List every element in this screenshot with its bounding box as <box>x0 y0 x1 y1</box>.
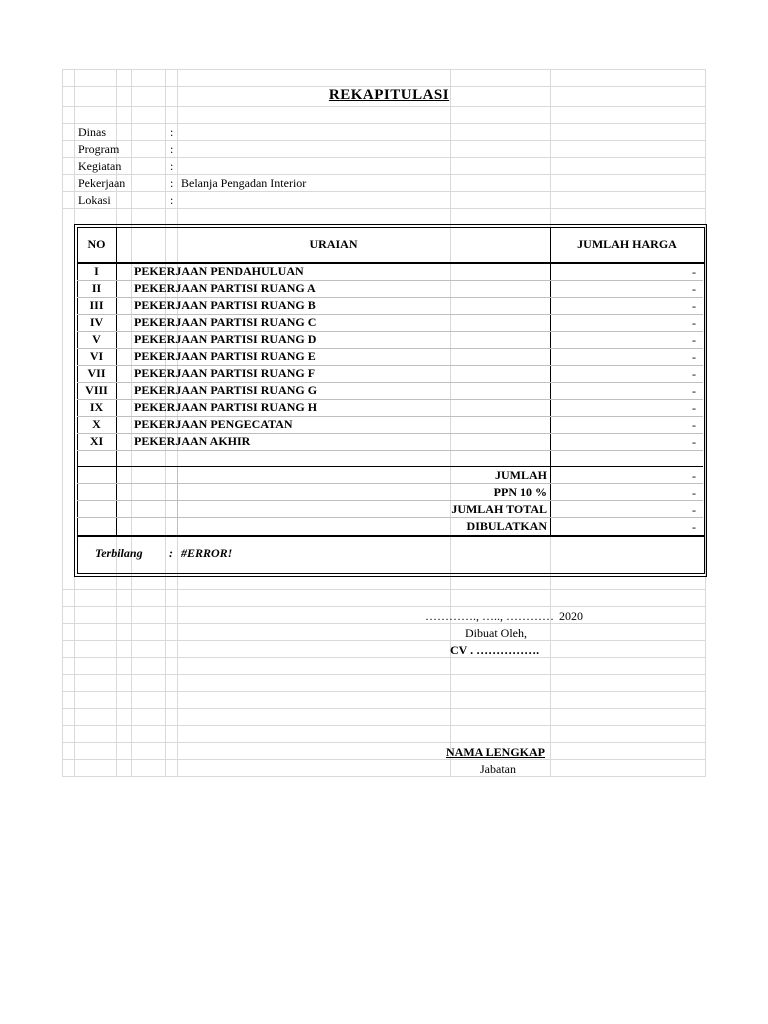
table-row-uraian: PEKERJAAN PARTISI RUANG E <box>134 349 316 363</box>
table-row-no: IX <box>89 400 104 414</box>
table-row-uraian: PEKERJAAN PARTISI RUANG C <box>134 315 317 329</box>
table-row-no: VIII <box>85 383 108 397</box>
table-row-no: VI <box>89 349 104 363</box>
info-label-pekerjaan: Pekerjaan <box>78 176 126 190</box>
info-label-program: Program <box>78 142 120 156</box>
summary-dibulatkan-label: DIBULATKAN <box>466 519 547 533</box>
terbilang-label: Terbilang <box>95 546 143 560</box>
table-row-uraian: PEKERJAAN PENGECATAN <box>134 417 293 431</box>
signature-company: CV . ……………. <box>450 643 540 657</box>
table-row-no: V <box>92 332 101 346</box>
signature-position: Jabatan <box>480 762 516 776</box>
table-row-uraian: PEKERJAAN PARTISI RUANG F <box>134 366 316 380</box>
info-sep-lokasi: : <box>170 193 174 207</box>
info-sep-program: : <box>170 142 174 156</box>
table-row-jumlah: - <box>692 333 696 347</box>
table-row-jumlah: - <box>692 282 696 296</box>
summary-ppn-label: PPN 10 % <box>493 485 547 499</box>
info-sep-pekerjaan: : <box>170 176 174 190</box>
table-row-jumlah: - <box>692 435 696 449</box>
signature-year: 2020 <box>559 609 583 623</box>
table-row-uraian: PEKERJAAN PARTISI RUANG G <box>134 383 318 397</box>
table-row-no: X <box>92 417 101 431</box>
summary-ppn-value: - <box>692 486 696 500</box>
table-row-no: IV <box>89 315 104 329</box>
table-row-no: II <box>91 281 102 295</box>
signature-made-by: Dibuat Oleh, <box>465 626 527 640</box>
table-row-uraian: PEKERJAAN PARTISI RUANG D <box>134 332 317 346</box>
table-row-uraian: PEKERJAAN PARTISI RUANG H <box>134 400 318 414</box>
terbilang-value: #ERROR! <box>181 546 233 560</box>
signature-name: NAMA LENGKAP <box>446 745 545 759</box>
table-row-jumlah: - <box>692 418 696 432</box>
info-sep-dinas: : <box>170 125 174 139</box>
summary-total-value: - <box>692 503 696 517</box>
table-row-jumlah: - <box>692 265 696 279</box>
info-label-dinas: Dinas <box>78 125 106 139</box>
summary-dibulatkan-value: - <box>692 520 696 534</box>
table-row-uraian: PEKERJAAN PARTISI RUANG A <box>134 281 316 295</box>
signature-date-dots: …………., ….., ………… <box>425 609 554 623</box>
info-sep-kegiatan: : <box>170 159 174 173</box>
table-row-jumlah: - <box>692 384 696 398</box>
header-jumlah-harga: JUMLAH HARGA <box>577 237 677 251</box>
table-row-uraian: PEKERJAAN PARTISI RUANG B <box>134 298 316 312</box>
table-row-no: III <box>89 298 104 312</box>
info-value-pekerjaan: Belanja Pengadan Interior <box>181 176 307 190</box>
table-row-uraian: PEKERJAAN AKHIR <box>134 434 251 448</box>
terbilang-sep: : <box>169 546 173 560</box>
page-title: REKAPITULASI <box>328 87 450 103</box>
table-row-no: VII <box>87 366 106 380</box>
header-uraian: URAIAN <box>309 237 358 251</box>
table-row-uraian: PEKERJAAN PENDAHULUAN <box>134 264 304 278</box>
summary-jumlah-label: JUMLAH <box>495 468 547 482</box>
summary-total-label: JUMLAH TOTAL <box>451 502 547 516</box>
info-label-lokasi: Lokasi <box>78 193 111 207</box>
table-row-jumlah: - <box>692 299 696 313</box>
table-row-no: XI <box>89 434 104 448</box>
header-no: NO <box>87 237 106 251</box>
table-row-jumlah: - <box>692 350 696 364</box>
table-row-jumlah: - <box>692 367 696 381</box>
table-row-jumlah: - <box>692 401 696 415</box>
info-label-kegiatan: Kegiatan <box>78 159 122 173</box>
table-row-no: I <box>94 264 99 278</box>
summary-jumlah-value: - <box>692 469 696 483</box>
table-row-jumlah: - <box>692 316 696 330</box>
